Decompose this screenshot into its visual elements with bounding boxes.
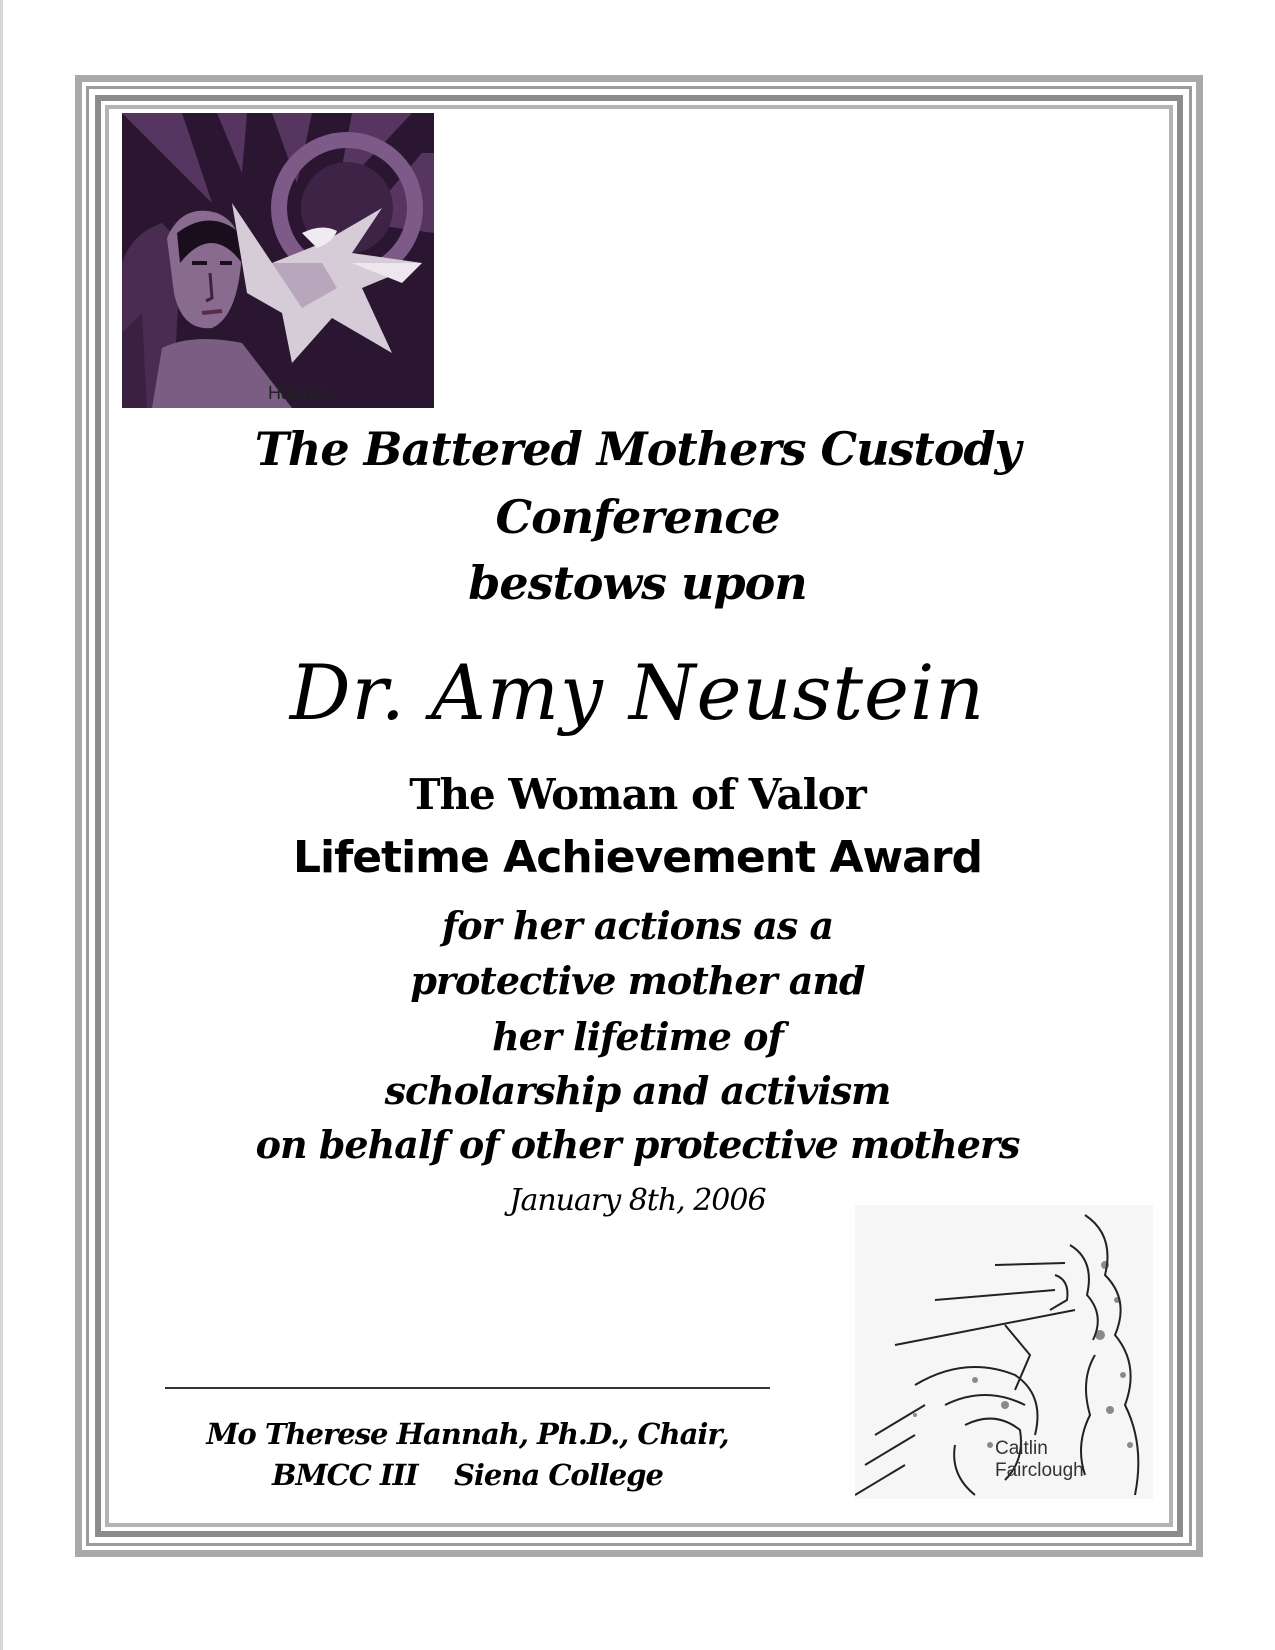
citation-line-3: her lifetime of [492, 1014, 783, 1059]
award-subtitle: Lifetime Achievement Award [292, 832, 983, 883]
artist-credit-bottom-line-2: Fairclough [995, 1460, 1084, 1481]
signatory-affiliation: BMCC III Siena College [272, 1458, 663, 1492]
signatory-name: Mo Therese Hannah, Ph.D., Chair, [206, 1417, 729, 1451]
recipient-name: Dr. Amy Neustein [289, 648, 986, 737]
citation-line-2: protective mother and [410, 958, 865, 1003]
citation-line-5: on behalf of other protective mothers [255, 1122, 1020, 1167]
title-line-1: The Battered Mothers Custody [254, 422, 1021, 476]
artist-credit-top: Harman [268, 383, 333, 403]
title-line-3: bestows upon [468, 556, 807, 610]
page-edge [0, 0, 3, 1650]
title-line-2: Conference [495, 490, 780, 544]
citation-line-1: for her actions as a [441, 903, 834, 948]
signature-line [165, 1387, 770, 1389]
award-date: January 8th, 2006 [509, 1183, 766, 1218]
award-title: The Woman of Valor [409, 770, 866, 819]
artist-credit-bottom-line-1: Caitlin [995, 1438, 1048, 1459]
artist-credit-bottom [995, 1438, 1084, 1482]
citation-line-4: scholarship and activism [384, 1068, 891, 1113]
woman-with-dove-illustration [122, 113, 434, 408]
